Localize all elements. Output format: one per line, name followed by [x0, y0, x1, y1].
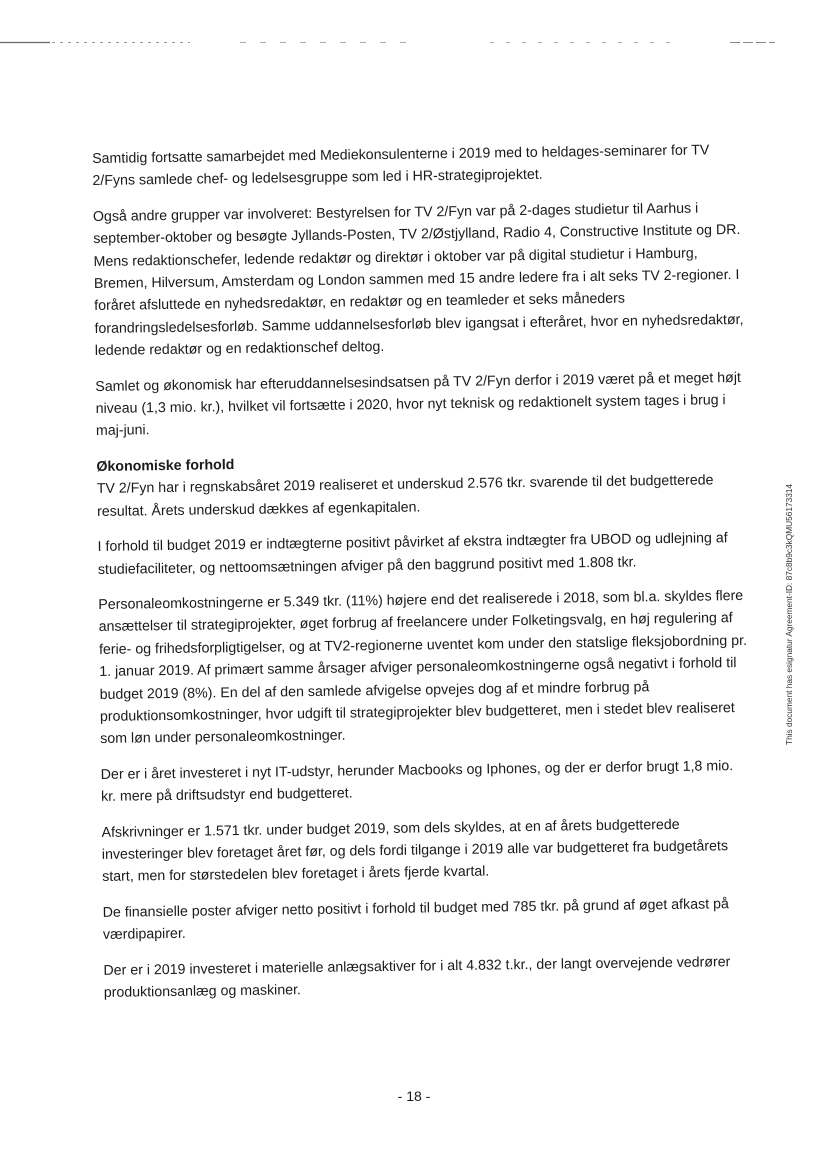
paragraph-3: Samlet og økonomisk har efteruddannelsesindsatsen på TV 2/Fyn derfor i 2019 været på et meget højt niveau (1,3 mio. kr.), hvilket vil fortsætte i 2020, hvor nyt teknisk og redaktionelt system tages i brug i maj-juni.: [95, 369, 742, 440]
esignature-note: This document has esignatur Agreement-ID: 87c8b9c3kQMU56173314: [784, 483, 794, 745]
section-paragraph-3: Personaleomkostningerne er 5.349 tkr. (11%) højere end det realiserede i 2018, som bl.a. skyldes flere ansættelser til strategiprojekter, øget forbrug af freelancere under Folketingsvalg, en høj regulering af ferie- og frihedsforpligtigelser, og at TV2-regionerne uventet kom under den statslige fleksjobordning pr. 1. januar 2019. Af primært samme årsager afviger personaleomkostningerne også negativt i forhold til budget 2019 (8%). En del af den samlede afvigelse opvejes dog af et mindre forbrug på produktionsomkostninger, hvor udgift til strategiprojekter blev budgetteret, men i stedet blev realiseret som løn under personaleomkostninger.: [98, 587, 748, 748]
section-heading: Økonomiske forhold: [96, 456, 235, 475]
section-paragraph-6: De finansielle poster afviger netto positivt i forhold til budget med 785 tkr. på grund af øget afkast på værdipapirer.: [102, 895, 729, 944]
section-paragraph-5: Afskrivninger er 1.571 tkr. under budget 2019, som dels skyldes, at en af årets budgetterede investeringer blev foretaget året før, og dels fordi tilgange i 2019 alle var budgetteret fra budgetårets start, men for størstedelen blev foretaget i årets fjerde kvartal.: [101, 816, 729, 886]
paragraph-2: Også andre grupper var involveret: Bestyrelsen for TV 2/Fyn var på 2-dages studietur til Aarhus i september-oktober og besøgte Jyllands-Posten, TV 2/Østjylland, Radio 4, Constructive Institute og DR. Mens redaktionschefer, ledende redaktør og direktør i oktober var på digital studietur i Hamburg, Bremen, Hilversum, Amsterdam og London sammen med 15 andre ledere fra i alt seks TV 2-regioner. I foråret afsluttede en nyhedsredaktør, en redaktør og en teamleder et seks måneders forandringsledelsesforløb. Samme uddannelsesforløb blev igangsat i efteråret, hvor en nyhedsredaktør, ledende redaktør og en redaktionschef deltog.: [92, 200, 744, 360]
section-paragraph-1: TV 2/Fyn har i regnskabsåret 2019 realiseret et underskud 2.576 tkr. svarende til det budgetterede resultat. Årets underskud dækkes af egenkapitalen.: [96, 472, 714, 520]
scan-artifact-line: [0, 41, 828, 44]
document-body: [92, 139, 754, 1017]
section-paragraph-2: I forhold til budget 2019 er indtægterne positivt påvirket af ekstra indtægter fra UBOD og udlejning af studiefaciliteter, og nettoomsætningen afviger på den baggrund positivt med 1.808 tkr.: [97, 530, 728, 578]
section-paragraph-4: Der er i året investeret i nyt IT-udstyr, herunder Macbooks og Iphones, og der er derfor brugt 1,8 mio. kr. mere på driftsudstyr end budgetteret.: [100, 757, 734, 806]
page-number: - 18 -: [397, 1088, 431, 1104]
paragraph-1: Samtidig fortsatte samarbejdet med Mediekonsulenterne i 2019 med to heldages-seminarer for TV 2/Fyns samlede chef- og ledelsesgruppe som led i HR-strategiprojektet.: [92, 142, 710, 190]
section-paragraph-7: Der er i 2019 investeret i materielle anlægsaktiver for i alt 4.832 t.kr., der langt overvejende vedrører produktionsanlæg og maskiner.: [103, 953, 731, 1001]
